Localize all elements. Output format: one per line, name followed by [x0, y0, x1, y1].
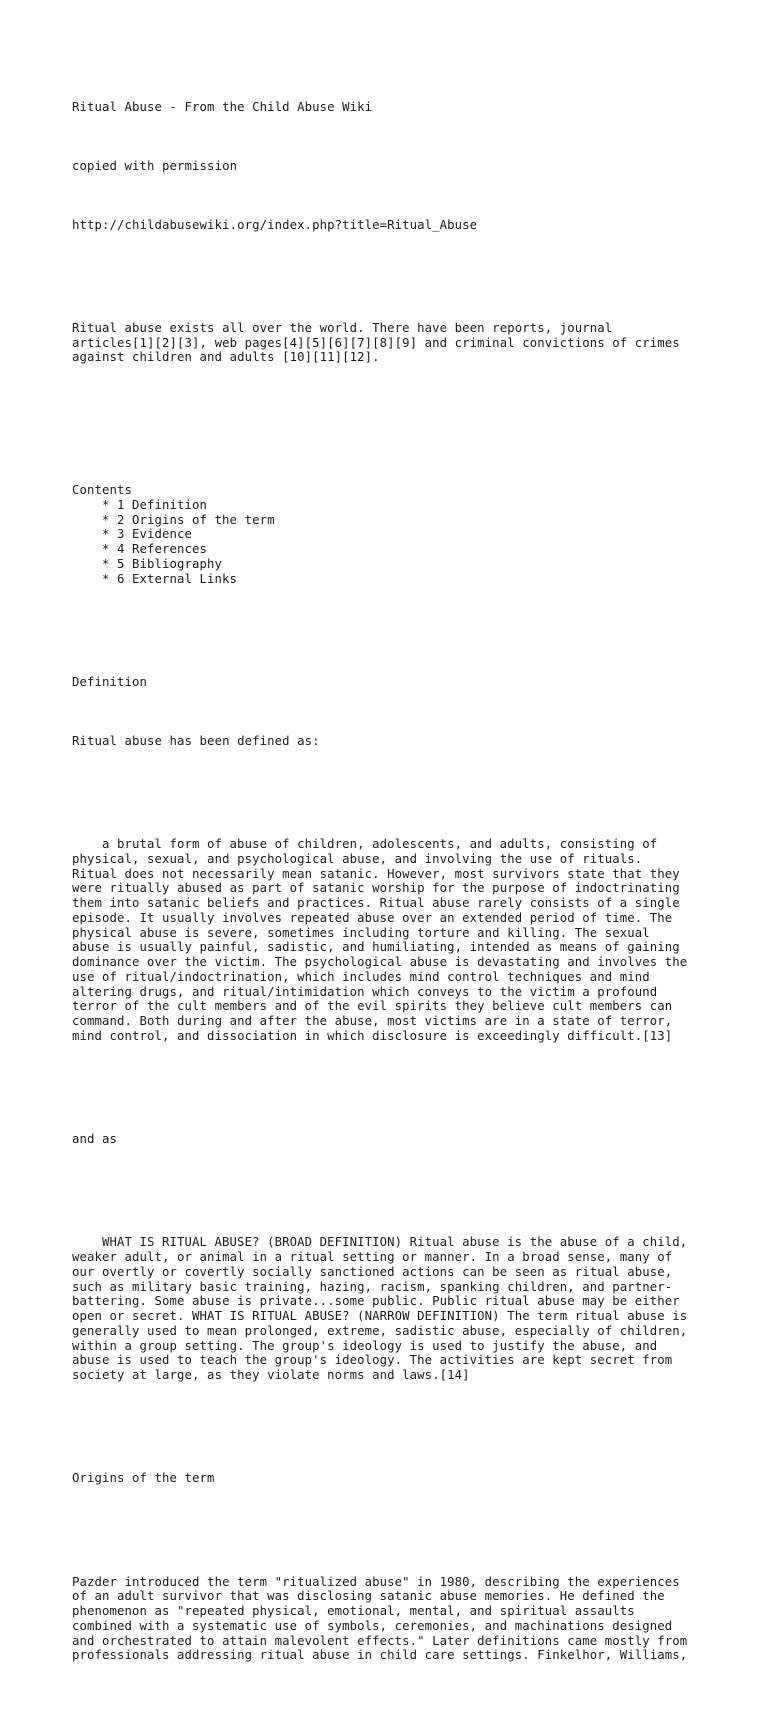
text-line: against children and adults [10][11][12]. [72, 350, 380, 365]
document-page [72, 70, 752, 1722]
contents-item: * 4 References [102, 542, 208, 556]
document-title: Ritual Abuse - From the Child Abuse Wiki [72, 99, 373, 114]
text-line: were ritually abused as part of satanic worship for the purpose of indoctrinating [72, 881, 680, 896]
text-line: articles[1][2][3], web pages[4][5][6][7][8][9] and criminal convictions of crimes [72, 335, 680, 350]
text-line: altering drugs, and ritual/intimidation which conveys to the victim a profound [72, 984, 658, 999]
text-line: terror of the cult members and of the evil spirits they believe cult members can [72, 999, 673, 1014]
text-line: generally used to mean prolonged, extreme, sadistic abuse, especially of children, [72, 1323, 688, 1338]
text-line: abuse is usually painful, sadistic, and humiliating, intended as means of gaining [72, 940, 680, 955]
text-line: mind control, and dissociation in which disclosure is exceedingly difficult.[13] [72, 1028, 673, 1043]
text-line: phenomenon as "repeated physical, emotional, mental, and spiritual assaults [72, 1604, 635, 1618]
origins-heading: Origins of the term [72, 1471, 215, 1486]
definition-quote-2 [72, 1206, 752, 1413]
text-line: and orchestrated to attain malevolent effects." Later definitions came mostly from [72, 1633, 688, 1648]
contents-heading: Contents [72, 483, 133, 497]
text-line: battering. Some abuse is private...some public. Public ritual abuse may be either [72, 1294, 680, 1309]
text-line: them into satanic beliefs and practices. Ritual abuse rarely consists of a single [72, 896, 680, 910]
text-line: society at large, as they violate norms and laws.[14] [72, 1368, 470, 1382]
definition-quote-1 [72, 808, 752, 1074]
source-url: http://childabusewiki.org/index.php?title=Ritual_Abuse [72, 217, 478, 232]
text-line: weaker adult, or animal in a ritual setting or manner. In a broad sense, many of [72, 1250, 673, 1264]
text-line: Ritual abuse exists all over the world. There have been reports, journal [72, 320, 613, 335]
contents-item: * 5 Bibliography [102, 556, 223, 571]
origins-paragraph [72, 1545, 752, 1693]
text-line: episode. It usually involves repeated abuse over an extended period of time. The [72, 910, 673, 925]
contents-item: * 3 Evidence [102, 527, 193, 542]
text-line: such as military basic training, hazing, racism, spanking children, and partner- [72, 1279, 673, 1294]
contents-list [72, 454, 752, 616]
text-line: a brutal form of abuse of children, adolescents, and adults, consisting of [102, 837, 658, 851]
permission-note: copied with permission [72, 158, 238, 173]
text-line: Pazder introduced the term "ritualized abuse" in 1980, describing the experiences [72, 1574, 680, 1589]
contents-item: * 2 Origins of the term [102, 512, 275, 527]
definition-heading: Definition [72, 674, 148, 689]
and-as-text: and as [72, 1132, 118, 1146]
definition-lead: Ritual abuse has been defined as: [72, 733, 320, 748]
text-line: physical abuse is severe, sometimes including torture and killing. The sexual [72, 925, 650, 940]
contents-item: * 1 Definition [102, 497, 208, 512]
text-line: use of ritual/indoctrination, which includes mind control techniques and mind [72, 969, 650, 984]
text-line: WHAT IS RITUAL ABUSE? (BROAD DEFINITION) Ritual abuse is the abuse of a child, [102, 1235, 688, 1250]
text-line: dominance over the victim. The psychological abuse is devastating and involves the [72, 955, 688, 969]
text-line: within a group setting. The group's ideology is used to justify the abuse, and [72, 1338, 658, 1353]
text-line: open or secret. WHAT IS RITUAL ABUSE? (NARROW DEFINITION) The term ritual abuse is [72, 1309, 688, 1323]
text-line: professionals addressing ritual abuse in child care settings. Finkelhor, Williams, [72, 1648, 688, 1663]
text-line: of an adult survivor that was disclosing satanic abuse memories. He defined the [72, 1589, 665, 1604]
text-line: Ritual does not necessarily mean satanic. However, most survivors state that they [72, 866, 680, 881]
text-line: physical, sexual, and psychological abuse, and involving the use of rituals. [72, 851, 643, 866]
text-line: command. Both during and after the abuse, most victims are in a state of terror, [72, 1014, 673, 1028]
text-line: our overtly or covertly socially sanctioned actions can be seen as ritual abuse, [72, 1264, 673, 1279]
text-line: abuse is used to teach the group's ideology. The activities are kept secret from [72, 1353, 673, 1368]
intro-paragraph [72, 291, 752, 394]
contents-item: * 6 External Links [102, 571, 238, 586]
text-line: combined with a systematic use of symbols, ceremonies, and machinations designed [72, 1618, 673, 1633]
